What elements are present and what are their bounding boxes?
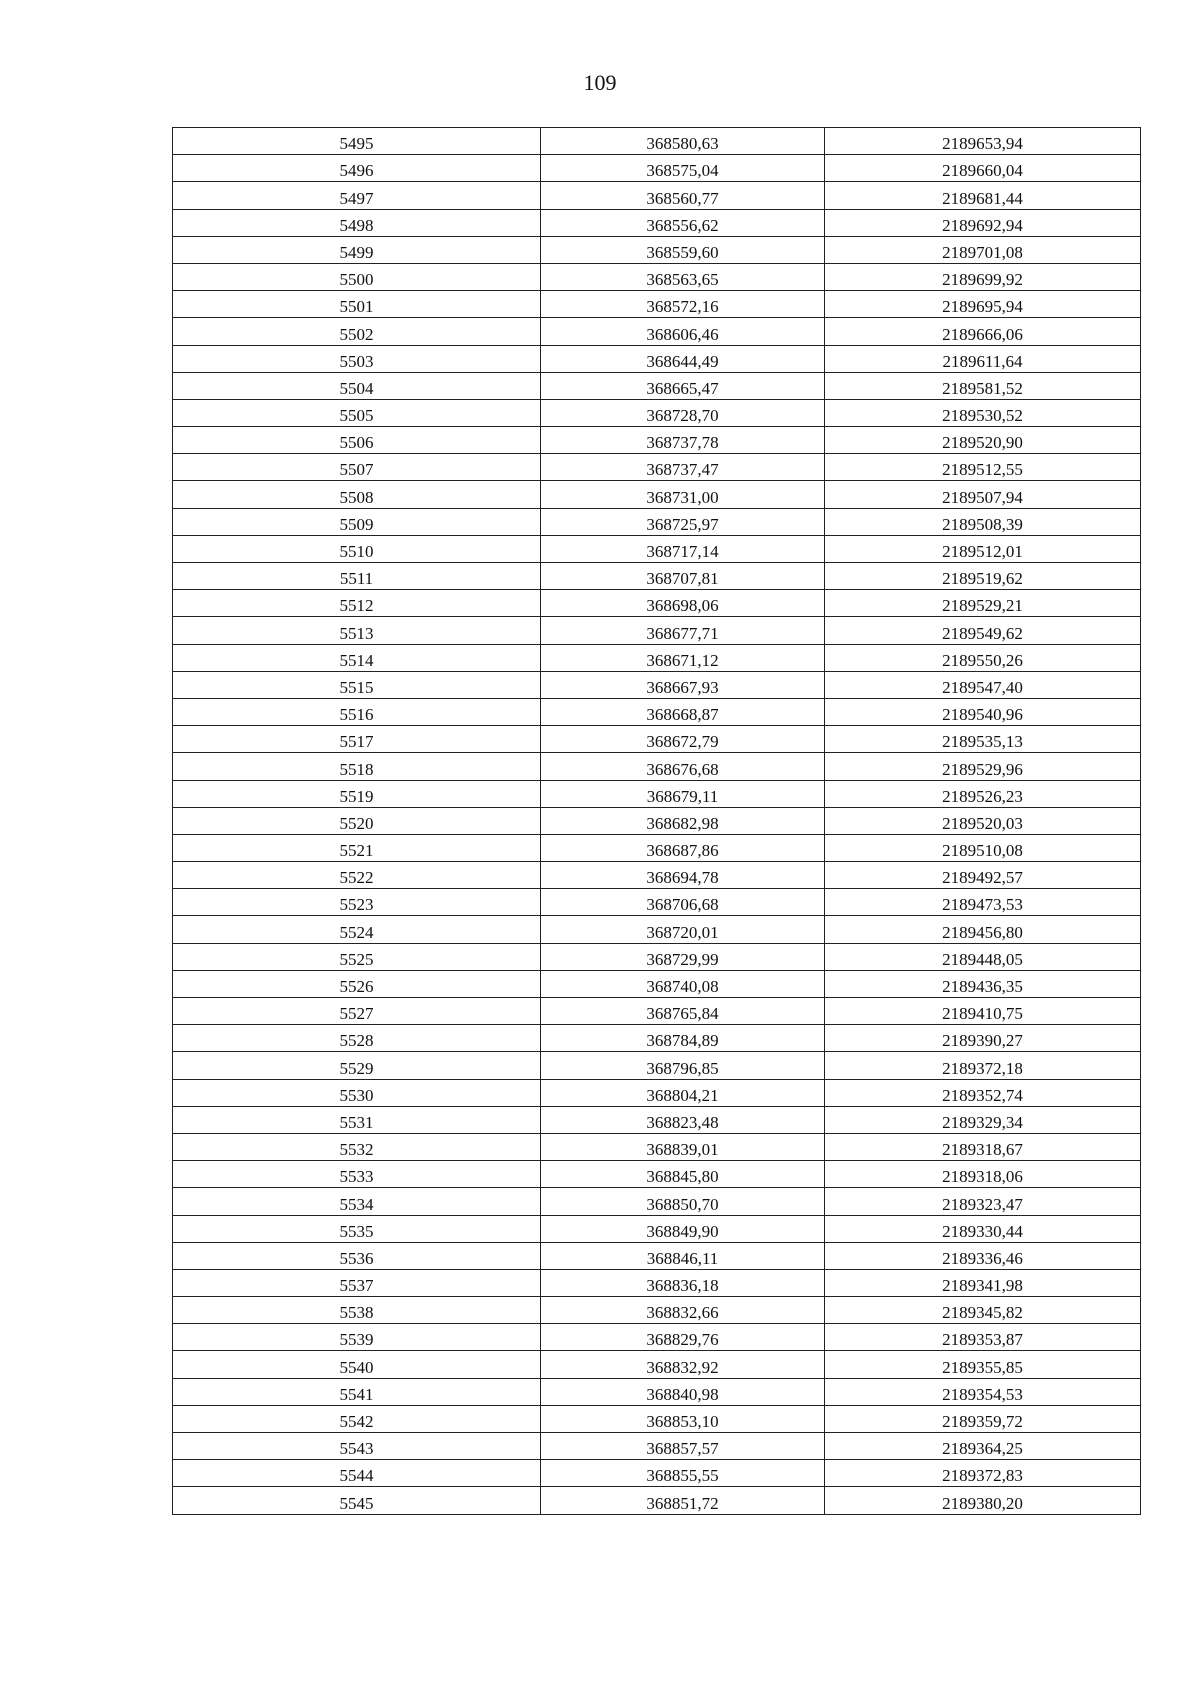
x-coordinate-cell: 368784,89: [541, 1025, 825, 1052]
table-row: [173, 372, 1141, 399]
table-row: [173, 182, 1141, 209]
point-number-cell: 5525: [173, 943, 541, 970]
x-coordinate-cell: 368572,16: [541, 291, 825, 318]
table-row: [173, 1242, 1141, 1269]
x-coordinate-cell: 368857,57: [541, 1433, 825, 1460]
table-row: [173, 1297, 1141, 1324]
table-row: [173, 535, 1141, 562]
y-coordinate-cell: 2189660,04: [825, 155, 1141, 182]
page-number: 109: [583, 70, 617, 95]
point-number-cell: 5500: [173, 263, 541, 290]
y-coordinate-cell: 2189540,96: [825, 698, 1141, 725]
table-row: [173, 780, 1141, 807]
point-number-cell: 5514: [173, 644, 541, 671]
table-row: [173, 590, 1141, 617]
x-coordinate-cell: 368717,14: [541, 535, 825, 562]
x-coordinate-cell: 368556,62: [541, 209, 825, 236]
x-coordinate-cell: 368679,11: [541, 780, 825, 807]
x-coordinate-cell: 368580,63: [541, 128, 825, 155]
point-number-cell: 5509: [173, 508, 541, 535]
y-coordinate-cell: 2189529,96: [825, 753, 1141, 780]
x-coordinate-cell: 368677,71: [541, 617, 825, 644]
point-number-cell: 5497: [173, 182, 541, 209]
x-coordinate-cell: 368850,70: [541, 1188, 825, 1215]
point-number-cell: 5539: [173, 1324, 541, 1351]
point-number-cell: 5504: [173, 372, 541, 399]
x-coordinate-cell: 368823,48: [541, 1106, 825, 1133]
table-row: [173, 671, 1141, 698]
x-coordinate-cell: 368836,18: [541, 1269, 825, 1296]
y-coordinate-cell: 2189456,80: [825, 916, 1141, 943]
table-row: [173, 481, 1141, 508]
y-coordinate-cell: 2189345,82: [825, 1297, 1141, 1324]
y-coordinate-cell: 2189329,34: [825, 1106, 1141, 1133]
point-number-cell: 5534: [173, 1188, 541, 1215]
x-coordinate-cell: 368672,79: [541, 726, 825, 753]
table-row: [173, 726, 1141, 753]
x-coordinate-cell: 368671,12: [541, 644, 825, 671]
x-coordinate-cell: 368804,21: [541, 1079, 825, 1106]
point-number-cell: 5526: [173, 970, 541, 997]
point-number-cell: 5515: [173, 671, 541, 698]
y-coordinate-cell: 2189611,64: [825, 345, 1141, 372]
y-coordinate-cell: 2189695,94: [825, 291, 1141, 318]
coordinates-table-body: [173, 128, 1141, 1515]
x-coordinate-cell: 368765,84: [541, 998, 825, 1025]
x-coordinate-cell: 368720,01: [541, 916, 825, 943]
point-number-cell: 5505: [173, 399, 541, 426]
point-number-cell: 5540: [173, 1351, 541, 1378]
x-coordinate-cell: 368687,86: [541, 834, 825, 861]
table-row: [173, 318, 1141, 345]
point-number-cell: 5502: [173, 318, 541, 345]
point-number-cell: 5541: [173, 1378, 541, 1405]
table-row: [173, 1460, 1141, 1487]
x-coordinate-cell: 368706,68: [541, 889, 825, 916]
x-coordinate-cell: 368737,47: [541, 454, 825, 481]
point-number-cell: 5538: [173, 1297, 541, 1324]
point-number-cell: 5527: [173, 998, 541, 1025]
y-coordinate-cell: 2189390,27: [825, 1025, 1141, 1052]
x-coordinate-cell: 368560,77: [541, 182, 825, 209]
y-coordinate-cell: 2189354,53: [825, 1378, 1141, 1405]
table-row: [173, 291, 1141, 318]
x-coordinate-cell: 368729,99: [541, 943, 825, 970]
point-number-cell: 5524: [173, 916, 541, 943]
table-row: [173, 1351, 1141, 1378]
table-row: [173, 1052, 1141, 1079]
table-row: [173, 427, 1141, 454]
point-number-cell: 5529: [173, 1052, 541, 1079]
x-coordinate-cell: 368853,10: [541, 1405, 825, 1432]
point-number-cell: 5512: [173, 590, 541, 617]
table-row: [173, 128, 1141, 155]
table-row: [173, 1106, 1141, 1133]
table-row: [173, 889, 1141, 916]
y-coordinate-cell: 2189530,52: [825, 399, 1141, 426]
x-coordinate-cell: 368667,93: [541, 671, 825, 698]
x-coordinate-cell: 368682,98: [541, 807, 825, 834]
table-row: [173, 508, 1141, 535]
x-coordinate-cell: 368731,00: [541, 481, 825, 508]
table-row: [173, 1487, 1141, 1514]
table-row: [173, 236, 1141, 263]
x-coordinate-cell: 368668,87: [541, 698, 825, 725]
table-row: [173, 1378, 1141, 1405]
point-number-cell: 5520: [173, 807, 541, 834]
y-coordinate-cell: 2189436,35: [825, 970, 1141, 997]
point-number-cell: 5496: [173, 155, 541, 182]
point-number-cell: 5498: [173, 209, 541, 236]
x-coordinate-cell: 368796,85: [541, 1052, 825, 1079]
x-coordinate-cell: 368694,78: [541, 862, 825, 889]
x-coordinate-cell: 368851,72: [541, 1487, 825, 1514]
x-coordinate-cell: 368855,55: [541, 1460, 825, 1487]
y-coordinate-cell: 2189336,46: [825, 1242, 1141, 1269]
y-coordinate-cell: 2189701,08: [825, 236, 1141, 263]
table-row: [173, 1433, 1141, 1460]
y-coordinate-cell: 2189318,67: [825, 1133, 1141, 1160]
y-coordinate-cell: 2189653,94: [825, 128, 1141, 155]
table-row: [173, 1188, 1141, 1215]
table-row: [173, 263, 1141, 290]
y-coordinate-cell: 2189512,01: [825, 535, 1141, 562]
x-coordinate-cell: 368737,78: [541, 427, 825, 454]
table-row: [173, 1269, 1141, 1296]
x-coordinate-cell: 368606,46: [541, 318, 825, 345]
y-coordinate-cell: 2189547,40: [825, 671, 1141, 698]
point-number-cell: 5517: [173, 726, 541, 753]
x-coordinate-cell: 368829,76: [541, 1324, 825, 1351]
y-coordinate-cell: 2189380,20: [825, 1487, 1141, 1514]
y-coordinate-cell: 2189520,90: [825, 427, 1141, 454]
x-coordinate-cell: 368707,81: [541, 563, 825, 590]
point-number-cell: 5531: [173, 1106, 541, 1133]
table-row: [173, 1133, 1141, 1160]
point-number-cell: 5523: [173, 889, 541, 916]
point-number-cell: 5530: [173, 1079, 541, 1106]
y-coordinate-cell: 2189512,55: [825, 454, 1141, 481]
table-row: [173, 1324, 1141, 1351]
table-row: [173, 970, 1141, 997]
table-row: [173, 399, 1141, 426]
table-row: [173, 834, 1141, 861]
y-coordinate-cell: 2189359,72: [825, 1405, 1141, 1432]
point-number-cell: 5528: [173, 1025, 541, 1052]
table-row: [173, 998, 1141, 1025]
point-number-cell: 5537: [173, 1269, 541, 1296]
x-coordinate-cell: 368725,97: [541, 508, 825, 535]
table-row: [173, 155, 1141, 182]
y-coordinate-cell: 2189550,26: [825, 644, 1141, 671]
point-number-cell: 5545: [173, 1487, 541, 1514]
coordinates-table: [172, 127, 1141, 1515]
table-row: [173, 698, 1141, 725]
y-coordinate-cell: 2189529,21: [825, 590, 1141, 617]
point-number-cell: 5516: [173, 698, 541, 725]
x-coordinate-cell: 368728,70: [541, 399, 825, 426]
y-coordinate-cell: 2189519,62: [825, 563, 1141, 590]
point-number-cell: 5510: [173, 535, 541, 562]
x-coordinate-cell: 368559,60: [541, 236, 825, 263]
x-coordinate-cell: 368845,80: [541, 1161, 825, 1188]
table-row: [173, 807, 1141, 834]
x-coordinate-cell: 368849,90: [541, 1215, 825, 1242]
y-coordinate-cell: 2189692,94: [825, 209, 1141, 236]
y-coordinate-cell: 2189330,44: [825, 1215, 1141, 1242]
point-number-cell: 5513: [173, 617, 541, 644]
table-row: [173, 862, 1141, 889]
table-row: [173, 1405, 1141, 1432]
x-coordinate-cell: 368846,11: [541, 1242, 825, 1269]
table-row: [173, 1025, 1141, 1052]
y-coordinate-cell: 2189526,23: [825, 780, 1141, 807]
point-number-cell: 5543: [173, 1433, 541, 1460]
x-coordinate-cell: 368665,47: [541, 372, 825, 399]
point-number-cell: 5522: [173, 862, 541, 889]
x-coordinate-cell: 368563,65: [541, 263, 825, 290]
x-coordinate-cell: 368698,06: [541, 590, 825, 617]
point-number-cell: 5542: [173, 1405, 541, 1432]
y-coordinate-cell: 2189353,87: [825, 1324, 1141, 1351]
table-row: [173, 753, 1141, 780]
y-coordinate-cell: 2189581,52: [825, 372, 1141, 399]
table-row: [173, 1161, 1141, 1188]
table-row: [173, 943, 1141, 970]
x-coordinate-cell: 368575,04: [541, 155, 825, 182]
y-coordinate-cell: 2189510,08: [825, 834, 1141, 861]
point-number-cell: 5506: [173, 427, 541, 454]
table-row: [173, 454, 1141, 481]
y-coordinate-cell: 2189681,44: [825, 182, 1141, 209]
point-number-cell: 5511: [173, 563, 541, 590]
point-number-cell: 5503: [173, 345, 541, 372]
y-coordinate-cell: 2189410,75: [825, 998, 1141, 1025]
point-number-cell: 5533: [173, 1161, 541, 1188]
y-coordinate-cell: 2189355,85: [825, 1351, 1141, 1378]
y-coordinate-cell: 2189372,18: [825, 1052, 1141, 1079]
y-coordinate-cell: 2189699,92: [825, 263, 1141, 290]
x-coordinate-cell: 368832,92: [541, 1351, 825, 1378]
point-number-cell: 5518: [173, 753, 541, 780]
x-coordinate-cell: 368840,98: [541, 1378, 825, 1405]
point-number-cell: 5508: [173, 481, 541, 508]
y-coordinate-cell: 2189549,62: [825, 617, 1141, 644]
y-coordinate-cell: 2189372,83: [825, 1460, 1141, 1487]
table-row: [173, 644, 1141, 671]
table-row: [173, 1215, 1141, 1242]
y-coordinate-cell: 2189473,53: [825, 889, 1141, 916]
point-number-cell: 5521: [173, 834, 541, 861]
x-coordinate-cell: 368644,49: [541, 345, 825, 372]
y-coordinate-cell: 2189323,47: [825, 1188, 1141, 1215]
x-coordinate-cell: 368740,08: [541, 970, 825, 997]
y-coordinate-cell: 2189341,98: [825, 1269, 1141, 1296]
point-number-cell: 5535: [173, 1215, 541, 1242]
point-number-cell: 5544: [173, 1460, 541, 1487]
x-coordinate-cell: 368839,01: [541, 1133, 825, 1160]
y-coordinate-cell: 2189508,39: [825, 508, 1141, 535]
table-row: [173, 563, 1141, 590]
y-coordinate-cell: 2189507,94: [825, 481, 1141, 508]
point-number-cell: 5536: [173, 1242, 541, 1269]
table-row: [173, 1079, 1141, 1106]
y-coordinate-cell: 2189364,25: [825, 1433, 1141, 1460]
table-row: [173, 617, 1141, 644]
y-coordinate-cell: 2189520,03: [825, 807, 1141, 834]
point-number-cell: 5519: [173, 780, 541, 807]
y-coordinate-cell: 2189535,13: [825, 726, 1141, 753]
table-row: [173, 916, 1141, 943]
y-coordinate-cell: 2189318,06: [825, 1161, 1141, 1188]
y-coordinate-cell: 2189448,05: [825, 943, 1141, 970]
point-number-cell: 5532: [173, 1133, 541, 1160]
point-number-cell: 5499: [173, 236, 541, 263]
point-number-cell: 5507: [173, 454, 541, 481]
table-row: [173, 209, 1141, 236]
y-coordinate-cell: 2189492,57: [825, 862, 1141, 889]
point-number-cell: 5501: [173, 291, 541, 318]
x-coordinate-cell: 368676,68: [541, 753, 825, 780]
y-coordinate-cell: 2189352,74: [825, 1079, 1141, 1106]
table-row: [173, 345, 1141, 372]
y-coordinate-cell: 2189666,06: [825, 318, 1141, 345]
point-number-cell: 5495: [173, 128, 541, 155]
x-coordinate-cell: 368832,66: [541, 1297, 825, 1324]
